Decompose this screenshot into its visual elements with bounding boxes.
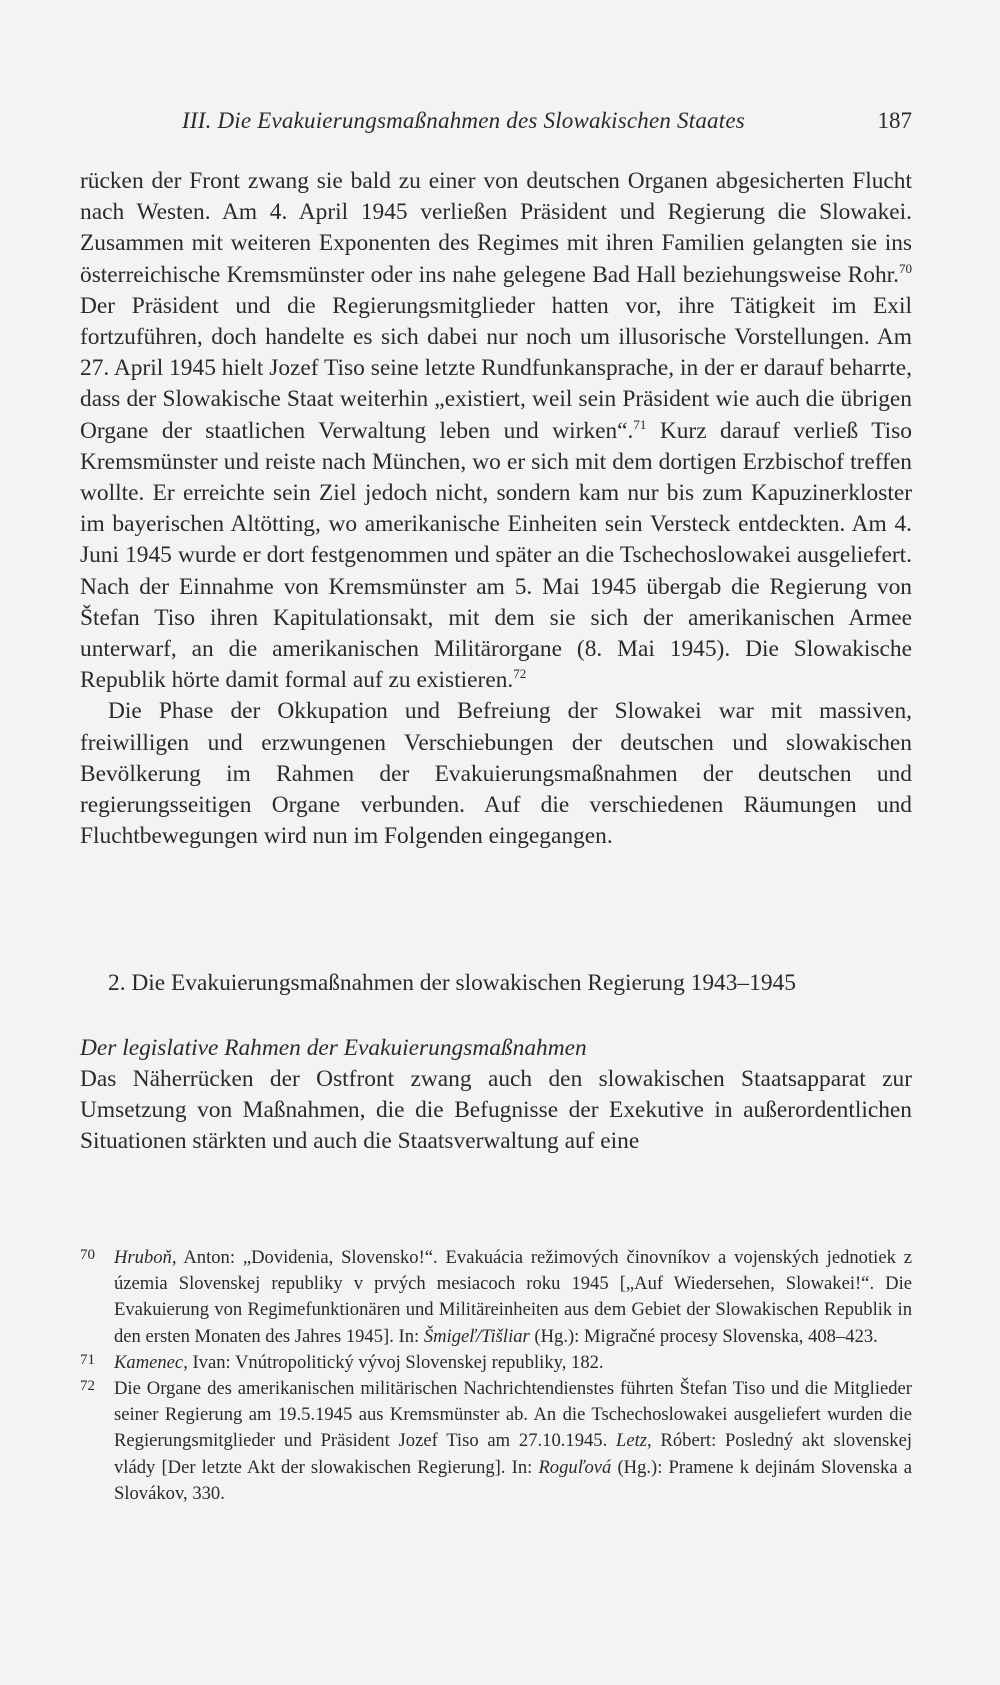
- footnote: 70 Hruboň, Anton: „Dovidenia, Slovensko!“. Evakuácia režimových činovníkov a vojenských jednotiek z územia Slovenskej republiky v prvých mesiacoch roku 1945 [„Auf Wiedersehen, Slowakei!“. Die Evakuierung von Regimefunktionären und Militäreinheiten aus dem Gebiet der Slowakischen Republik in den ersten Monaten des Jahres 1945]. In: Šmigeľ/Tišliar (Hg.): Migračné procesy Slovenska, 408–423.: [80, 1245, 912, 1350]
- footnote-ref: 72: [513, 666, 527, 682]
- footnote: 71 Kamenec, Ivan: Vnútropolitický vývoj Slovenskej republiky, 182.: [80, 1350, 912, 1376]
- footnote-number: 72: [80, 1378, 95, 1395]
- footnote-ref: 71: [633, 416, 647, 432]
- paragraph: Das Näherrücken der Ostfront zwang auch den slowakischen Staatsapparat zur Umsetzung von Maßnahmen, die die Befugnisse der Exekutive in außerordentlichen Situationen stärkten und auch die Staatsverwaltung auf eine: [80, 1066, 912, 1155]
- body-text-block: [80, 1064, 912, 1158]
- footnote: 72 Die Organe des amerikanischen militärischen Nachrichtendienstes führten Štefan Tiso und die Mitglieder seiner Regierung am 19.5.1945 aus Kremsmünster ab. An die Tschechoslowakei ausgeliefert wurden die Regierungsmitglieder und Präsident Jozef Tiso am 27.10.1945. Letz, Róbert: Posledný akt slovenskej vlády [Der letzte Akt der slowakischen Regierung]. In: Roguľová (Hg.): Pramene k dejinám Slovenska a Slovákov, 330.: [80, 1376, 912, 1507]
- footnote-ref: 70: [899, 260, 912, 276]
- paragraph: rücken der Front zwang sie bald zu einer von deutschen Organen abgesicherten Flucht nach Westen. Am 4. April 1945 verließen Präsident und Regierung die Slowakei. Zusammen mit weiteren Exponenten des Regimes mit ihren Familien gelangten sie ins österreichische Kremsmünster oder ins nahe gelegene Bad Hall beziehungsweise Rohr.$^{70}$ Der Präsident und die Regierungsmitglieder hatten vor, ihre Tätigkeit im Exil fortzuführen, doch handelte es sich dabei nur noch um illusorische Vorstellungen. Am 27. April 1945 hielt Jozef Tiso seine letzte Rundfunkansprache, in der er darauf beharrte, dass der Slowakische Staat weiterhin „existiert, weil sein Präsident wie auch die übrigen Organe der staatlichen Verwaltung leben und wirken“.$^{71}$ Kurz darauf verließ Tiso Kremsmünster und reiste nach München, wo er sich mit dem dortigen Erzbischof treffen wollte. Er erreichte sein Ziel jedoch nicht, sondern kam nur bis zum Kapuzinerkloster im bayerischen Altötting, wo amerikanische Einheiten sein Versteck entdeckten. Am 4. Juni 1945 wurde er dort festgenommen und später an die Tschechoslowakei ausgeliefert. Nach der Einnahme von Kremsmünster am 5. Mai 1945 übergab die Regierung von Štefan Tiso ihren Kapitulationsakt, mit dem sie sich der amerikanischen Armee unterwarf, an die amerikanischen Militärorgane (8. Mai 1945). Die Slowakische Republik hörte damit formal auf zu existieren.$^{72}$: [80, 168, 912, 694]
- running-header: [182, 108, 912, 142]
- chapter-title: III. Die Evakuierungsmaßnahmen des Slowakischen Staates: [182, 108, 745, 133]
- footnote-number: 70: [80, 1247, 95, 1263]
- body-text-block: [80, 166, 912, 852]
- footnotes: [80, 1245, 912, 1507]
- footnote-number: 71: [80, 1351, 95, 1368]
- page-number: 187: [877, 108, 912, 133]
- paragraph: Die Phase der Okkupation und Befreiung der Slowakei war mit massiven, freiwilligen und erzwungenen Verschiebungen der deutschen und slowakischen Bevölkerung im Rahmen der Evakuierungsmaßnahmen der deutschen und regierungsseitigen Organe verbunden. Auf die verschiedenen Räumungen und Fluchtbewegungen wird nun im Folgenden eingegangen.: [80, 698, 912, 850]
- section-heading: 2. Die Evakuierungsmaßnahmen der slowakischen Regierung 1943–1945: [108, 970, 796, 996]
- subsection-heading: Der legislative Rahmen der Evakuierungsmaßnahmen: [80, 1035, 587, 1061]
